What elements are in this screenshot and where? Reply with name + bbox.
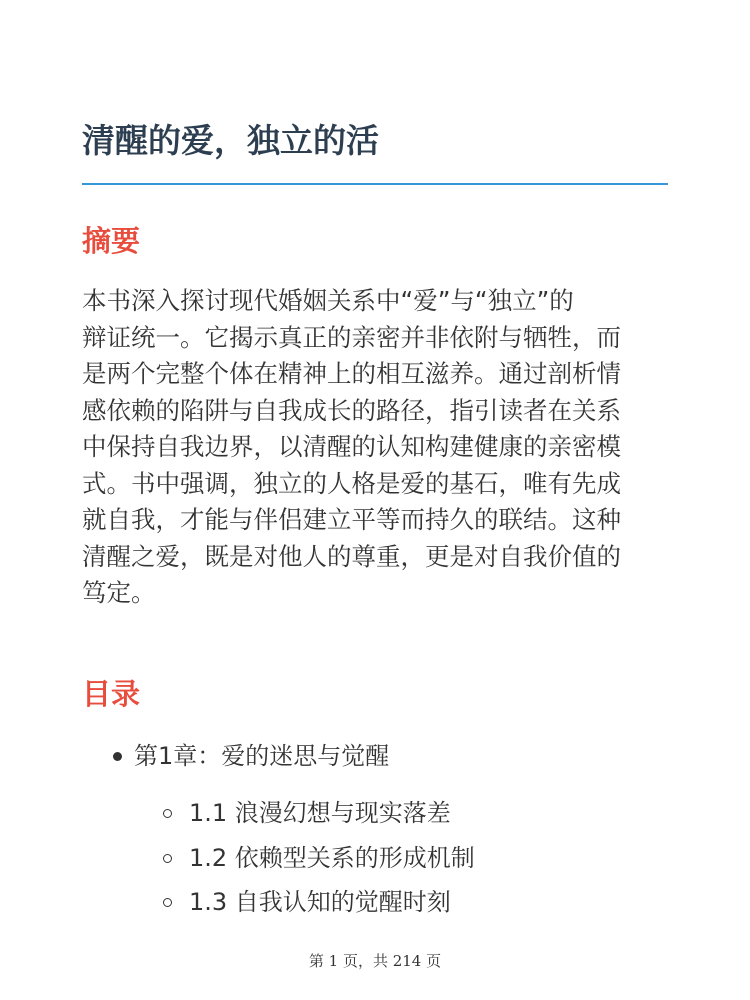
abstract-line: 本书深入探讨现代婚姻关系中“爱”与“独立”的 bbox=[82, 286, 574, 315]
abstract-line: 感依赖的陷阱与自我成长的路径，指引读者在关系 bbox=[82, 395, 621, 425]
bullet-circle-icon bbox=[163, 854, 172, 863]
abstract-line: 辩证统一。它揭示真正的亲密并非依附与牺牲，而 bbox=[82, 322, 621, 352]
abstract-line: 笃定。 bbox=[82, 578, 156, 607]
toc-section-item: 1.2 依赖型关系的形成机制 bbox=[189, 844, 475, 872]
bullet-circle-icon bbox=[163, 898, 172, 907]
toc-heading: 目录 bbox=[82, 677, 141, 711]
bullet-circle-icon bbox=[163, 809, 172, 818]
abstract-line: 中保持自我边界，以清醒的认知构建健康的亲密模 bbox=[82, 432, 621, 461]
abstract-line: 就自我，才能与伴侣建立平等而持久的联结。这种 bbox=[82, 505, 621, 534]
abstract-line: 是两个完整个体在精神上的相互滋养。通过剖析情 bbox=[82, 359, 621, 388]
abstract-heading: 摘要 bbox=[82, 224, 141, 258]
toc-section-item: 1.3 自我认知的觉醒时刻 bbox=[189, 888, 451, 916]
title-divider bbox=[82, 183, 668, 185]
abstract-paragraph bbox=[82, 283, 672, 612]
abstract-line: 式。书中强调，独立的人格是爱的基石，唯有先成 bbox=[82, 468, 621, 498]
page-footer: 第 1 页，共 214 页 bbox=[308, 952, 442, 970]
bullet-disc-icon bbox=[113, 752, 122, 761]
toc-chapter-item: 第1章：爱的迷思与觉醒 bbox=[134, 742, 390, 770]
document-title: 清醒的爱，独立的活 bbox=[82, 121, 379, 160]
abstract-line: 清醒之爱，既是对他人的尊重，更是对自我价值的 bbox=[82, 541, 621, 571]
toc-section-item: 1.1 浪漫幻想与现实落差 bbox=[189, 799, 451, 827]
